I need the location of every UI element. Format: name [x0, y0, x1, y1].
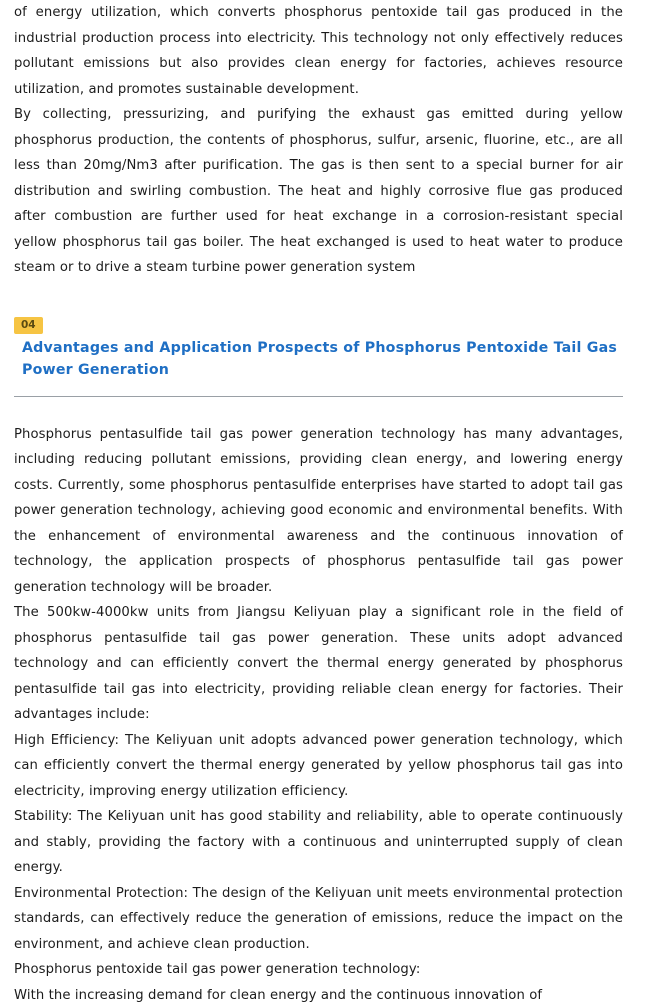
intro-text-block — [14, 0, 623, 281]
section-header — [14, 313, 623, 397]
paragraph: High Efficiency: The Keliyuan unit adopts advanced power generation technology, which can efficiently convert the thermal energy generated by yellow phosphorus tail gas into electricity, improving energy utilization efficiency. — [14, 728, 623, 805]
paragraph: By collecting, pressurizing, and purifying the exhaust gas emitted during yellow phosphorus production, the contents of phosphorus, sulfur, arsenic, fluorine, etc., are all less than 20mg/Nm3 after purification. The gas is then sent to a special burner for air distribution and swirling combustion. The heat and highly corrosive flue gas produced after combustion are further used for heat exchange in a corrosion-resistant special yellow phosphorus tail gas boiler. The heat exchanged is used to heat water to produce steam or to drive a steam turbine power generation system — [14, 102, 623, 281]
paragraph: Phosphorus pentasulfide tail gas power generation technology has many advantages, including reducing pollutant emissions, providing clean energy, and lowering energy costs. Currently, some phosphorus pentasulfide enterprises have started to adopt tail gas power generation technology, achieving good economic and environmental benefits. With the enhancement of environmental awareness and the continuous innovation of technology, the application prospects of phosphorus pentasulfide tail gas power generation technology will be broader. — [14, 422, 623, 601]
section-number-badge-wrap — [14, 313, 623, 331]
paragraph: With the increasing demand for clean energy and the continuous innovation of — [14, 983, 623, 1008]
section-number-badge: 04 — [14, 317, 43, 334]
section-divider — [14, 396, 623, 397]
section-body — [14, 422, 623, 1008]
paragraph: Environmental Protection: The design of the Keliyuan unit meets environmental protection standards, can effectively reduce the generation of emissions, reduce the impact on the environment, and achieve clean production. — [14, 881, 623, 958]
paragraph: The 500kw-4000kw units from Jiangsu Keliyuan play a significant role in the field of phosphorus pentasulfide tail gas power generation. These units adopt advanced technology and can efficiently convert the thermal energy generated by phosphorus pentasulfide tail gas into electricity, providing reliable clean energy for factories. Their advantages include: — [14, 600, 623, 728]
paragraph: of energy utilization, which converts phosphorus pentoxide tail gas produced in the industrial production process into electricity. This technology not only effectively reduces pollutant emissions but also provides clean energy for factories, achieves resource utilization, and promotes sustainable development. — [14, 0, 623, 102]
paragraph: Phosphorus pentoxide tail gas power generation technology: — [14, 957, 623, 983]
paragraph: Stability: The Keliyuan unit has good stability and reliability, able to operate continuously and stably, providing the factory with a continuous and uninterrupted supply of clean energy. — [14, 804, 623, 881]
section-title: Advantages and Application Prospects of Phosphorus Pentoxide Tail Gas Power Generation — [14, 337, 623, 382]
